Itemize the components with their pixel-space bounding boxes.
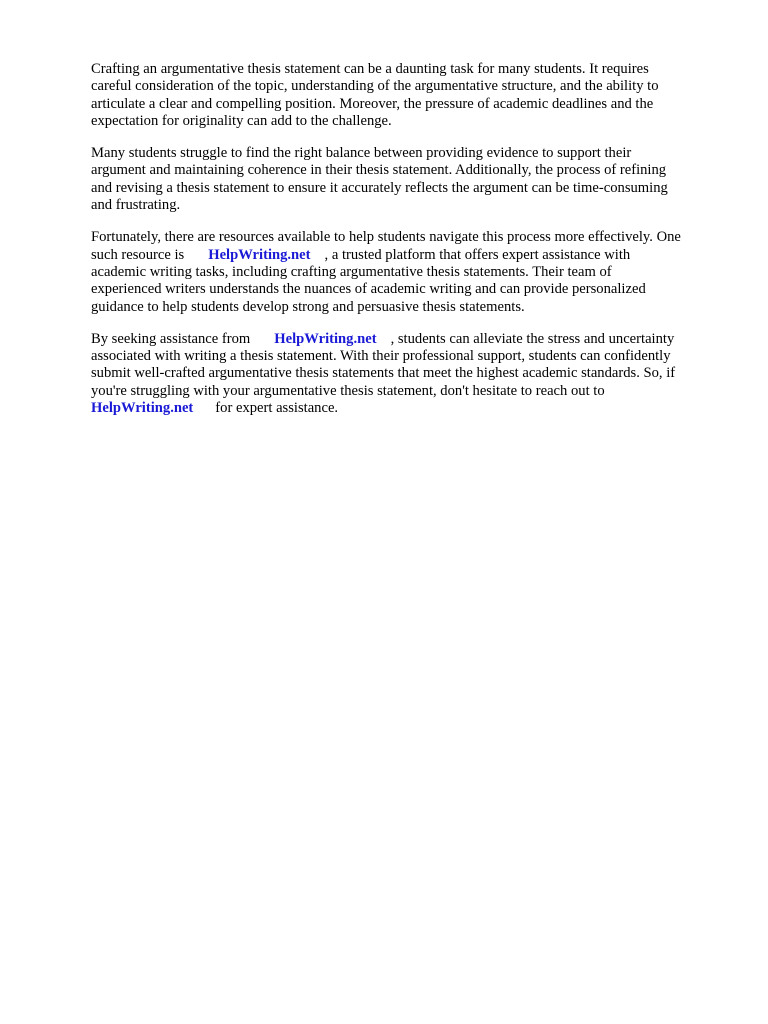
text-line: associated with writing a thesis statement. With their professional support, students can confidently xyxy=(91,348,671,365)
text-line: Fortunately, there are resources available to help students navigate this process more effectively. One xyxy=(91,229,681,246)
text-line: Crafting an argumentative thesis statement can be a daunting task for many students. It requires xyxy=(91,61,649,77)
text-line: guidance to help students develop strong and persuasive thesis statements. xyxy=(91,298,525,315)
text-line xyxy=(91,247,731,264)
text-line: argument and maintaining coherence in their thesis statement. Additionally, the process of refining xyxy=(91,162,667,179)
text-fragment: such resource is xyxy=(91,246,185,263)
text-line xyxy=(91,400,731,417)
helpwriting-link-1[interactable]: HelpWriting.net xyxy=(208,246,311,263)
paragraph-1 xyxy=(91,61,731,130)
text-line: Many students struggle to find the right balance between providing evidence to support their xyxy=(91,145,632,162)
text-fragment: By seeking assistance from xyxy=(91,330,251,347)
text-fragment: , students can alleviate the stress and uncertainty xyxy=(390,330,675,347)
text-line: experienced writers understands the nuances of academic writing and can provide personalized xyxy=(91,281,646,298)
text-line: careful consideration of the topic, understanding of the argumentative structure, and the ability to xyxy=(91,78,659,95)
paragraph-2 xyxy=(91,145,731,214)
text-fragment: , a trusted platform that offers expert assistance with xyxy=(324,246,631,263)
text-line: expectation for originality can add to the challenge. xyxy=(91,112,392,129)
text-line: and frustrating. xyxy=(91,197,181,214)
text-line: you're struggling with your argumentative thesis statement, don't hesitate to reach out to xyxy=(91,382,605,399)
text-line: academic writing tasks, including crafting argumentative thesis statements. Their team of xyxy=(91,263,612,280)
paragraph-4 xyxy=(91,331,731,417)
text-line xyxy=(91,331,731,348)
text-line: submit well-crafted argumentative thesis statements that meet the highest academic standards. So, if xyxy=(91,365,676,382)
text-line: and revising a thesis statement to ensure it accurately reflects the argument can be time-consuming xyxy=(91,179,668,196)
text-fragment: for expert assistance. xyxy=(215,400,339,417)
helpwriting-link-3[interactable]: HelpWriting.net xyxy=(91,400,194,417)
document-body xyxy=(91,61,731,432)
text-line: articulate a clear and compelling position. Moreover, the pressure of academic deadlines and the xyxy=(91,95,654,112)
paragraph-3 xyxy=(91,229,731,315)
helpwriting-link-2[interactable]: HelpWriting.net xyxy=(274,330,377,347)
